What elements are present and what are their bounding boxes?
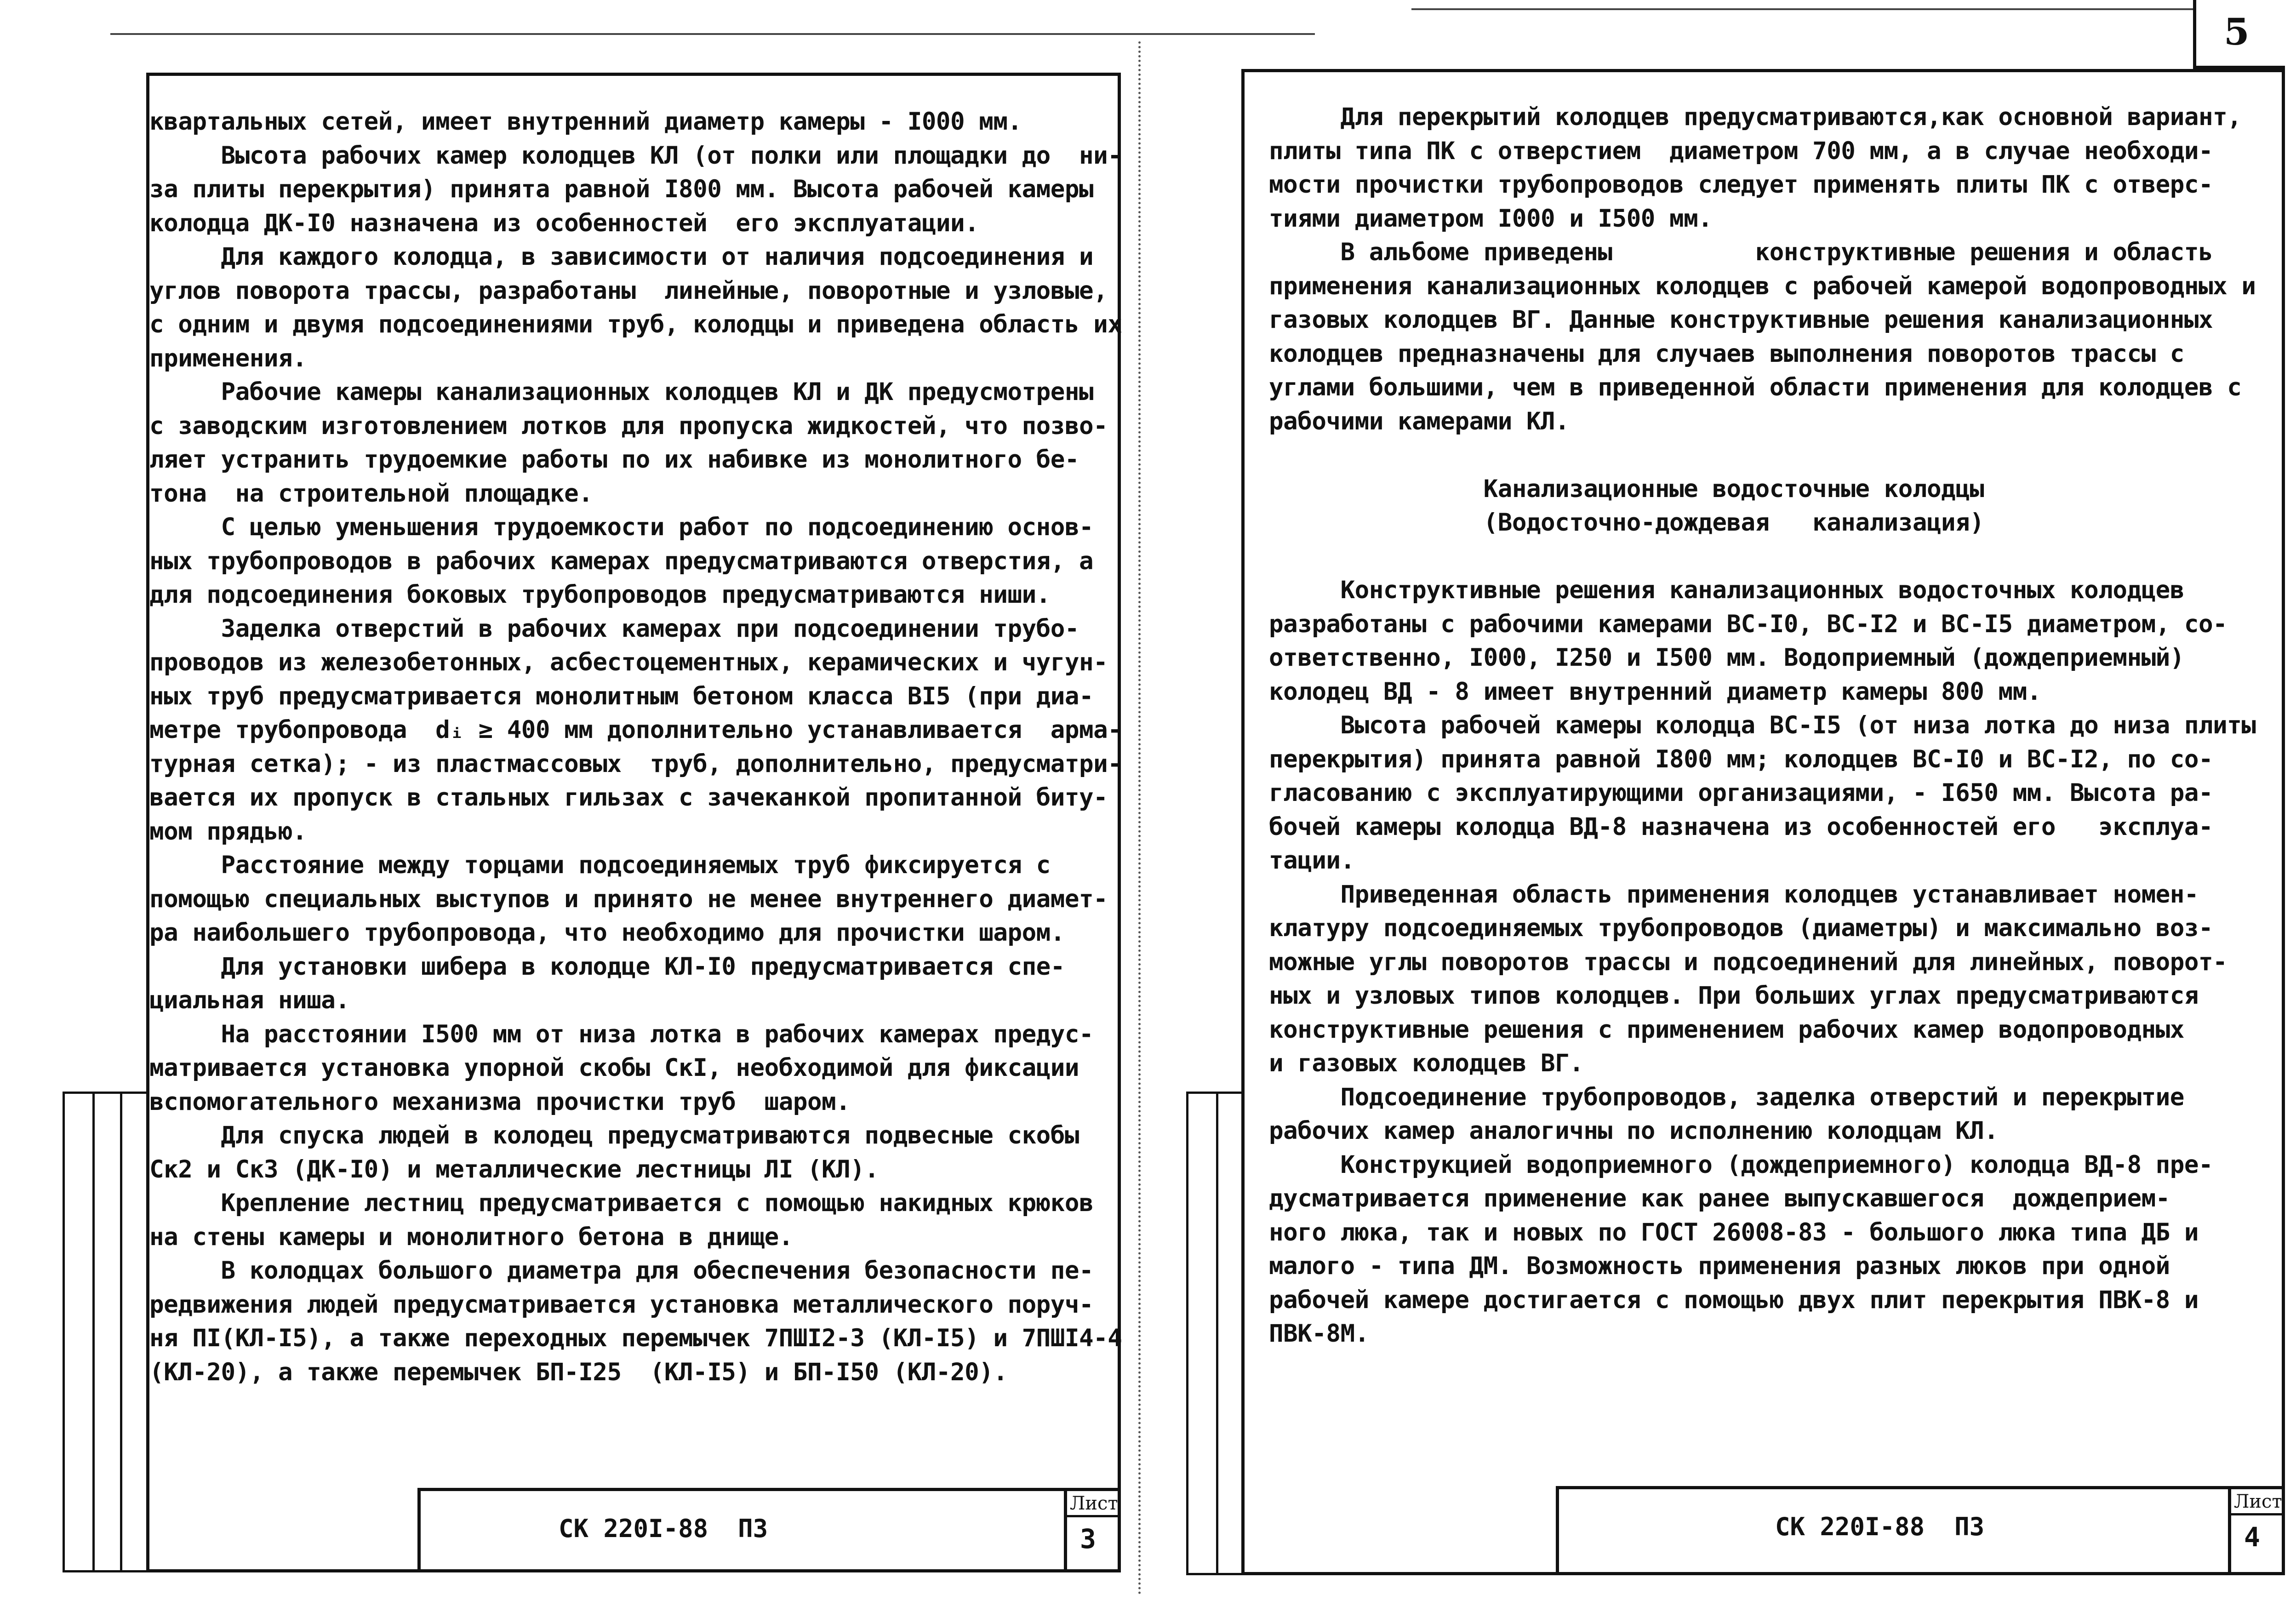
text-line: Высота рабочей камеры колодца ВС-I5 (от низа лотка до низа плиты [1269, 711, 2256, 739]
text-line: матривается установка упорной скобы СкI, необходимой для фиксации [149, 1054, 1079, 1082]
text-line: за плиты перекрытия) принята равной I800 мм. Высота рабочей камеры [149, 175, 1094, 203]
text-line: газовых колодцев ВГ. Данные конструктивные решения канализационных [1269, 306, 2213, 334]
text-line: на стены камеры и монолитного бетона в днище. [149, 1223, 793, 1251]
text-line: (Водосточно-дождевая канализация) [1269, 509, 1984, 537]
text-line: Приведенная область применения колодцев устанавливает номен- [1269, 880, 2199, 909]
text-line: мом прядью. [149, 817, 307, 846]
right-document-code: СК 220I-88 ПЗ [1775, 1512, 1985, 1541]
text-line: Ск2 и Ск3 (ДК-I0) и металлические лестницы ЛI (КЛ). [149, 1155, 879, 1183]
text-line: разработаны с рабочими камерами ВС-I0, ВС-I2 и ВС-I5 диаметром, со- [1269, 610, 2227, 638]
text-line: малого - типа ДМ. Возможность применения разных люков при одной [1269, 1252, 2170, 1280]
text-line: тации. [1269, 846, 1355, 875]
text-line: колодцев предназначены для случаев выполнения поворотов трассы с [1269, 339, 2184, 368]
left-title-block [417, 1488, 1121, 1572]
text-line: ПВК-8М. [1269, 1320, 1369, 1348]
text-line: бочей камеры колодца ВД-8 назначена из особенностей его эксплуа- [1269, 812, 2213, 841]
text-line: помощью специальных выступов и принято не менее внутреннего диамет- [149, 885, 1108, 913]
text-line: ных труб предусматривается монолитным бетоном класса BI5 (при диа- [149, 682, 1094, 710]
text-line [1269, 540, 2256, 574]
text-line: Канализационные водосточные колодцы [1269, 474, 1984, 503]
left-margin-strip [63, 1092, 146, 1572]
text-line: Расстояние между торцами подсоединяемых труб фиксируется с [149, 851, 1051, 879]
text-line: мости прочистки трубопроводов следует применять плиты ПК с отверс- [1269, 171, 2213, 199]
left-sheet-cell [1064, 1491, 1118, 1569]
text-line: с заводским изготовлением лотков для пропуска жидкостей, что позво- [149, 412, 1108, 440]
text-line: В колодцах большого диаметра для обеспечения безопасности пе- [149, 1257, 1094, 1285]
top-edge-line-left [110, 33, 1315, 35]
text-line: плиты типа ПК с отверстием диаметром 700 мм, а в случае необходи- [1269, 137, 2213, 165]
text-line: ного люка, так и новых по ГОСТ 26008-83 - большого люка типа ДБ и [1269, 1218, 2199, 1246]
right-sheet-number: 4 [2244, 1521, 2260, 1553]
text-line: углов поворота трассы, разработаны линейные, поворотные и узловые, [149, 276, 1108, 305]
text-line: рабочими камерами КЛ. [1269, 407, 1570, 435]
text-line: тиями диаметром I000 и I500 мм. [1269, 204, 1713, 233]
text-line: Подсоединение трубопроводов, заделка отверстий и перекрытие [1269, 1083, 2184, 1111]
page-number-box [2193, 0, 2285, 69]
text-line: рабочей камере достигается с помощью двух плит перекрытия ПВК-8 и [1269, 1286, 2199, 1314]
text-line: Крепление лестниц предусматривается с помощью накидных крюков [149, 1189, 1094, 1217]
left-page-text [149, 105, 1122, 1389]
text-line: метре трубопровода dᵢ ≥ 400 мм дополнительно устанавливается арма- [149, 716, 1122, 744]
text-line: Для спуска людей в колодец предусматриваются подвесные скобы [149, 1121, 1079, 1149]
text-line: турная сетка); - из пластмассовых труб, дополнительно, предусматри- [149, 749, 1122, 778]
text-line: можные углы поворотов трассы и подсоединений для линейных, поворот- [1269, 948, 2227, 976]
text-line: тона на строительной площадке. [149, 479, 593, 508]
text-line: применения канализационных колодцев с рабочей камерой водопроводных и [1269, 272, 2256, 300]
text-line: перекрытия) принята равной I800 мм; колодцев ВС-I0 и ВС-I2, по со- [1269, 745, 2213, 773]
text-line: В альбоме приведены конструктивные решения и область [1269, 238, 2213, 266]
text-line [1269, 438, 2256, 472]
text-line: Для каждого колодца, в зависимости от наличия подсоединения и [149, 243, 1094, 271]
top-edge-line-right [1411, 8, 2193, 10]
text-line: редвижения людей предусматривается установка металлического поруч- [149, 1290, 1094, 1319]
text-line: (КЛ-20), а также перемычек БП-I25 (КЛ-I5) и БП-I50 (КЛ-20). [149, 1358, 1008, 1386]
text-line: На расстоянии I500 мм от низа лотка в рабочих камерах предус- [149, 1020, 1094, 1048]
text-line: с одним и двумя подсоединениями труб, колодцы и приведена область их [149, 310, 1122, 338]
text-line: Заделка отверстий в рабочих камерах при подсоединении трубо- [149, 614, 1079, 643]
text-line: колодец ВД - 8 имеет внутренний диаметр камеры 800 мм. [1269, 677, 2041, 706]
left-document-code: СК 220I-88 ПЗ [559, 1514, 768, 1543]
text-line: Для перекрытий колодцев предусматриваются,как основной вариант, [1269, 103, 2242, 131]
text-line: ляет устранить трудоемкие работы по их набивке из монолитного бе- [149, 446, 1079, 474]
right-title-block [1556, 1486, 2285, 1575]
text-line: ных трубопроводов в рабочих камерах предусматриваются отверстия, а [149, 547, 1094, 575]
text-line: вается их пропуск в стальных гильзах с зачеканкой пропитанной биту- [149, 783, 1108, 812]
right-sheet-label: Лист [2234, 1491, 2282, 1512]
page-number: 5 [2224, 10, 2250, 53]
text-line: колодца ДК-I0 назначена из особенностей его эксплуатации. [149, 209, 979, 237]
text-line: ра наибольшего трубопровода, что необходимо для прочистки шаром. [149, 919, 1065, 947]
right-sheet-cell [2228, 1489, 2282, 1572]
page-spine-divider [1138, 41, 1141, 1595]
text-line: Для установки шибера в колодце КЛ-I0 предусматривается спе- [149, 952, 1065, 981]
text-line: рабочих камер аналогичны по исполнению колодцам КЛ. [1269, 1117, 1999, 1145]
text-line: ответственно, I000, I250 и I500 мм. Водоприемный (дождеприемный) [1269, 644, 2184, 672]
text-line: конструктивные решения с применением рабочих камер водопроводных [1269, 1015, 2184, 1044]
text-line: ных и узловых типов колодцев. При больших углах предусматриваются [1269, 982, 2199, 1010]
text-line: Рабочие камеры канализационных колодцев КЛ и ДК предусмотрены [149, 378, 1094, 406]
text-line: циальная ниша. [149, 986, 350, 1014]
text-line: и газовых колодцев ВГ. [1269, 1049, 1584, 1077]
text-line: для подсоединения боковых трубопроводов предусматриваются ниши. [149, 581, 1051, 609]
text-line: гласованию с эксплуатирующими организациями, - I650 мм. Высота ра- [1269, 779, 2213, 807]
text-line: клатуру подсоединяемых трубопроводов (диаметры) и максимально воз- [1269, 914, 2213, 942]
left-sheet-label: Лист [1070, 1493, 1118, 1514]
right-margin-strip [1186, 1092, 1241, 1575]
right-page-text [1269, 100, 2256, 1351]
text-line: Высота рабочих камер колодцев КЛ (от полки или площадки до ни- [149, 141, 1122, 170]
text-line: дусматривается применение как ранее выпускавшегося дождеприем- [1269, 1184, 2170, 1212]
text-line: Конструктивные решения канализационных водосточных колодцев [1269, 576, 2184, 604]
text-line: ня ПI(КЛ-I5), а также переходных перемычек 7ПШI2-3 (КЛ-I5) и 7ПШI4-4 [149, 1324, 1122, 1352]
left-sheet-number: 3 [1080, 1523, 1096, 1555]
text-line: проводов из железобетонных, асбестоцементных, керамических и чугун- [149, 648, 1108, 676]
text-line: применения. [149, 344, 307, 372]
text-line: квартальных сетей, имеет внутренний диаметр камеры - I000 мм. [149, 108, 1022, 136]
text-line: углами большими, чем в приведенной области применения для колодцев с [1269, 373, 2242, 401]
text-line: С целью уменьшения трудоемкости работ по подсоединению основ- [149, 513, 1094, 541]
text-line: вспомогательного механизма прочистки труб шаром. [149, 1087, 851, 1116]
text-line: Конструкцией водоприемного (дождеприемного) колодца ВД-8 пре- [1269, 1150, 2213, 1179]
